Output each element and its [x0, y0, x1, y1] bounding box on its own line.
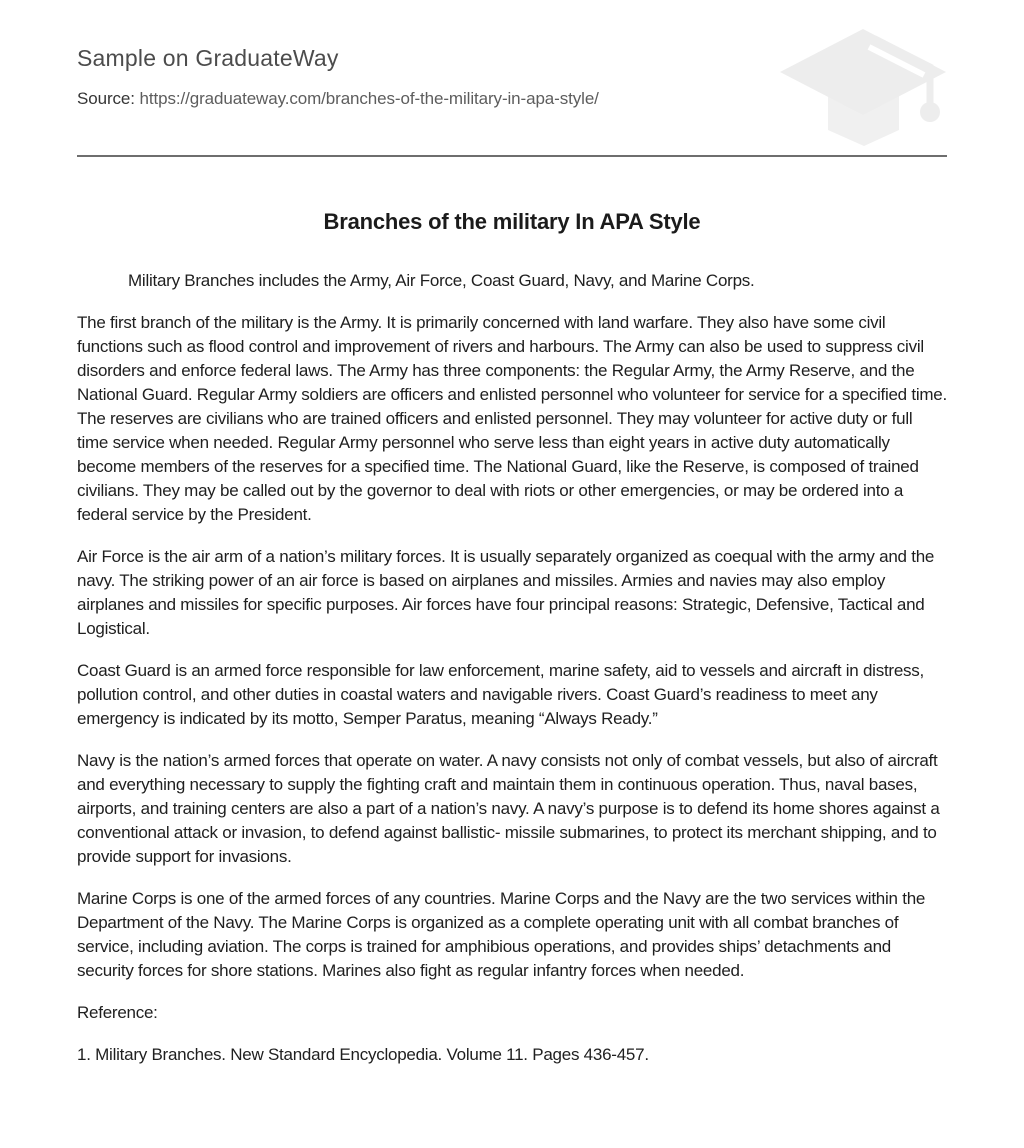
- paragraph-army: The first branch of the military is the Army. It is primarily concerned with land warfare. They also have some civil functions such as flood control and improvement of rivers and harbours. The Army can also be used to suppress civil disorders and enforce federal laws. The Army has three components: the Regular Army, the Army Reserve, and the National Guard. Regular Army soldiers are officers and enlisted personnel who volunteer for service for a specified time. The reserves are civilians who are trained officers and enlisted personnel. They may volunteer for active duty or full time service when needed. Regular Army personnel who serve less than eight years in active duty automatically become members of the reserves for a specified time. The National Guard, like the Reserve, is composed of trained civilians. They may be called out by the governor to deal with riots or other emergencies, or may be ordered into a federal service by the President.: [77, 313, 947, 524]
- paragraph-navy: Navy is the nation’s armed forces that operate on water. A navy consists not only of combat vessels, but also of aircraft and everything necessary to supply the fighting craft and maintain them in continuous operation. Thus, naval bases, airports, and training centers are also a part of a nation’s navy. A navy’s purpose is to defend its home shores against a conventional attack or invasion, to defend against ballistic- missile submarines, to protect its merchant shipping, and to provide support for invasions.: [77, 751, 940, 866]
- reference-heading: Reference:: [77, 1003, 158, 1022]
- source-url[interactable]: https://graduateway.com/branches-of-the-military-in-apa-style/: [139, 89, 599, 108]
- paragraph-coast-guard: Coast Guard is an armed force responsible for law enforcement, marine safety, aid to vessels and aircraft in distress, pollution control, and other duties in coastal waters and navigable rivers. Coast Guard’s readiness to meet any emergency is indicated by its motto, Semper Paratus, meaning “Always Ready.”: [77, 661, 925, 728]
- essay-title: Branches of the military In APA Style: [323, 209, 701, 234]
- paragraph-marine-corps: Marine Corps is one of the armed forces of any countries. Marine Corps and the Navy are the two services within the Department of the Navy. The Marine Corps is organized as a complete operating unit with all combat branches of service, including aviation. The corps is trained for amphibious operations, and provides ships’ detachments and security forces for shore stations. Marines also fight as regular infantry forces when needed.: [77, 889, 926, 980]
- header-divider: [77, 155, 947, 157]
- sample-header: [77, 0, 947, 157]
- reference-entry: 1. Military Branches. New Standard Encyclopedia. Volume 11. Pages 436-457.: [77, 1045, 649, 1064]
- essay-body: [77, 269, 947, 1067]
- paragraph-air-force: Air Force is the air arm of a nation’s military forces. It is usually separately organized as coequal with the army and the navy. The striking power of an air force is based on airplanes and missiles. Armies and navies may also employ airplanes and missiles for specific purposes. Air forces have four principal reasons: Strategic, Defensive, Tactical and Logistical.: [77, 547, 935, 638]
- paragraph-intro: Military Branches includes the Army, Air Force, Coast Guard, Navy, and Marine Corps.: [128, 271, 755, 290]
- source-label: Source:: [77, 89, 135, 108]
- site-title: Sample on GraduateWay: [77, 45, 339, 71]
- source-line: [77, 87, 947, 111]
